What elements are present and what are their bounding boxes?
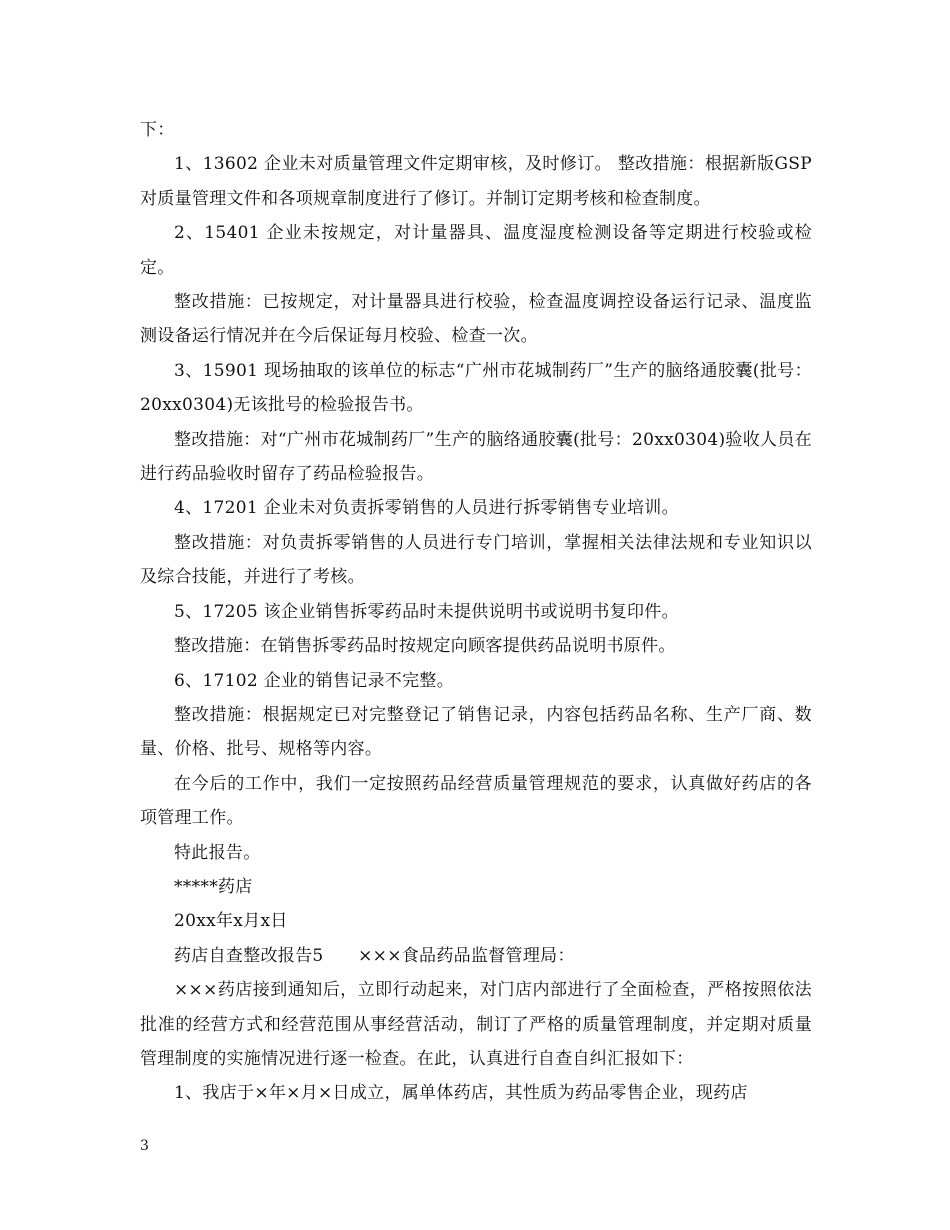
paragraph-13: 在今后的工作中，我们一定按照药品经营质量管理规范的要求，认真做好药店的各项管理工作。: [140, 773, 812, 829]
paragraph-9: 5、17205 该企业销售拆零药品时未提供说明书或说明书复印件。: [174, 601, 679, 622]
paragraph-16: 20xx年x月x日: [174, 911, 288, 932]
paragraph-2: 1、13602 企业未对质量管理文件定期审核，及时修订。 整改措施：根据新版GSP对质量管理文件和各项规章制度进行了修订。并制订定期考核和检查制度。: [140, 154, 812, 209]
paragraph-5: 3、15901 现场抽取的该单位的标志“广州市花城制药厂”生产的脑络通胶囊(批号：20xx0304)无该批号的检验报告书。: [140, 360, 812, 416]
paragraph-19: 1、我店于×年×月×日成立，属单体药店，其性质为药品零售企业，现药店: [174, 1083, 748, 1104]
paragraph-4: 整改措施：已按规定，对计量器具进行校验，检查温度调控设备运行记录、温度监测设备运行情况并在今后保证每月校验、检查一次。: [140, 292, 812, 347]
paragraph-6: 整改措施：对“广州市花城制药厂”生产的脑络通胶囊(批号：20xx0304)验收人员在进行药品验收时留存了药品检验报告。: [140, 429, 812, 485]
page-number: 3: [140, 1138, 149, 1154]
paragraph-12: 整改措施：根据规定已对完整登记了销售记录，内容包括药品名称、生产厂商、数量、价格、批号、规格等内容。: [140, 704, 812, 760]
paragraph-3: 2、15401 企业未按规定，对计量器具、温度湿度检测设备等定期进行校验或检定。: [140, 223, 812, 278]
paragraph-15: *****药店: [174, 876, 253, 897]
paragraph-8: 整改措施：对负责拆零销售的人员进行专门培训，掌握相关法律法规和专业知识以及综合技能，并进行了考核。: [140, 532, 812, 588]
document-body: [140, 113, 812, 1111]
paragraph-18: ×××药店接到通知后，立即行动起来，对门店内部进行了全面检查，严格按照依法批准的经营方式和经营范围从事经营活动，制订了严格的质量管理制度，并定期对质量管理制度的实施情况进行逐一检查。在此，认真进行自查自纠汇报如下：: [140, 980, 812, 1069]
paragraph-1: 下：: [140, 120, 175, 140]
paragraph-10: 整改措施：在销售拆零药品时按规定向顾客提供药品说明书原件。: [174, 636, 676, 657]
paragraph-14: 特此报告。: [174, 842, 261, 863]
paragraph-7: 4、17201 企业未对负责拆零销售的人员进行拆零销售专业培训。: [174, 498, 679, 519]
paragraph-17: 药店自查整改报告5 ×××食品药品监督管理局：: [174, 945, 575, 966]
paragraph-11: 6、17102 企业的销售记录不完整。: [174, 670, 454, 691]
